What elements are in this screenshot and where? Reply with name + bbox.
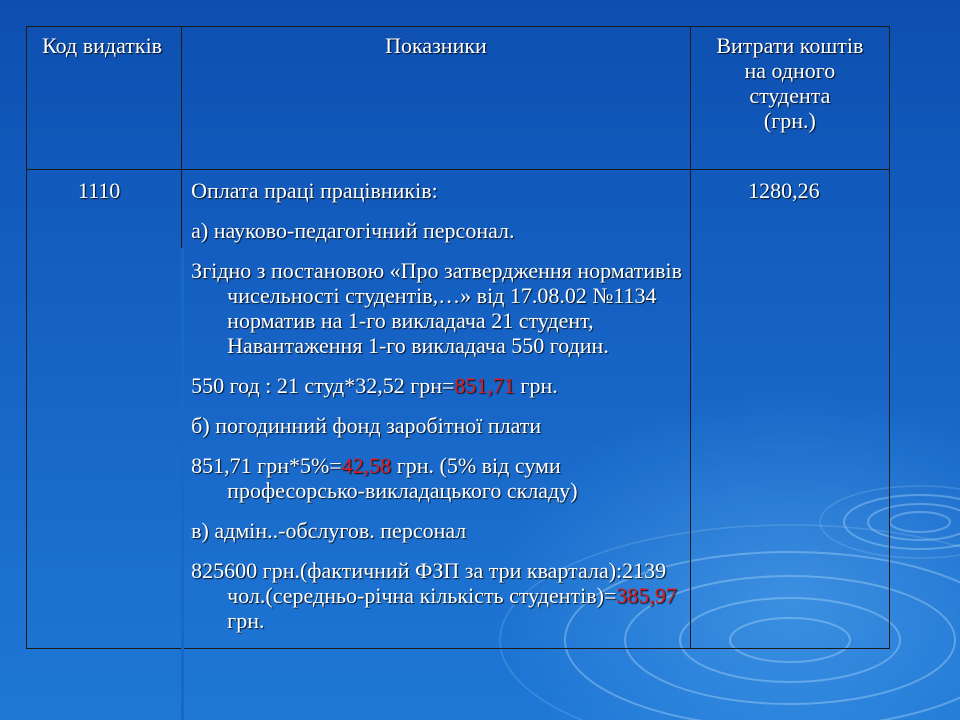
- paragraph-text: в) адмін..-обслугов. персонал: [191, 518, 467, 543]
- header-indicators: Показники: [182, 27, 691, 170]
- paragraph-text: грн.: [514, 373, 558, 398]
- indicator-paragraph: [191, 413, 684, 438]
- indicator-paragraph: [191, 178, 684, 203]
- header-cost-line: (грн.): [763, 108, 816, 133]
- highlighted-value: 385,97: [616, 583, 677, 608]
- indicator-paragraph: [191, 373, 684, 398]
- header-cost-per-student: [690, 27, 889, 170]
- paragraph-text: Оплата праці працівників:: [191, 178, 438, 203]
- header-cost-line: студента: [749, 83, 831, 108]
- paragraph-text: Згідно з постановою «Про затвердження нормативів чисельності студентів,…» від 17.08.02 №1134 норматив на 1-го викладача 21 студент, Навантаження 1-го викладача 550 годин.: [191, 258, 683, 358]
- indicator-paragraph: [191, 258, 684, 358]
- indicator-paragraph: [191, 558, 684, 633]
- highlighted-value: 42,58: [341, 453, 392, 478]
- header-cost-line: на одного: [744, 58, 836, 83]
- paragraph-text: б) погодинний фонд заробітної плати: [191, 413, 542, 438]
- highlighted-value: 851,71: [454, 373, 515, 398]
- cost-per-student-cell: 1280,26: [690, 170, 889, 649]
- paragraph-text: 851,71 грн*5%=: [191, 453, 342, 478]
- indicator-paragraph: [191, 218, 684, 243]
- indicators-cell: [182, 170, 691, 649]
- paragraph-text: грн.: [227, 608, 265, 633]
- paragraph-text: 825600 грн.(фактичний ФЗП за три квартала):2139 чол.(середньо-річна кількість студентів)=: [191, 558, 667, 608]
- table-row: [27, 170, 890, 649]
- paragraph-text: 550 год : 21 студ*32,52 грн=: [191, 373, 455, 398]
- paragraph-text: а) науково-педагогічний персонал.: [191, 218, 515, 243]
- paragraph-text: грн. (5% від суми професорсько-викладацького складу): [227, 453, 578, 503]
- indicator-paragraphs: [191, 178, 684, 633]
- header-expense-code: Код видатків: [27, 27, 182, 170]
- header-cost-line: Витрати коштів: [716, 33, 864, 58]
- table-header-row: [27, 27, 890, 170]
- expense-code-cell: 1110: [27, 170, 182, 649]
- expense-table: [26, 26, 890, 649]
- indicator-paragraph: [191, 453, 684, 503]
- indicator-paragraph: [191, 518, 684, 543]
- merged-cell-overlay: [181, 248, 184, 720]
